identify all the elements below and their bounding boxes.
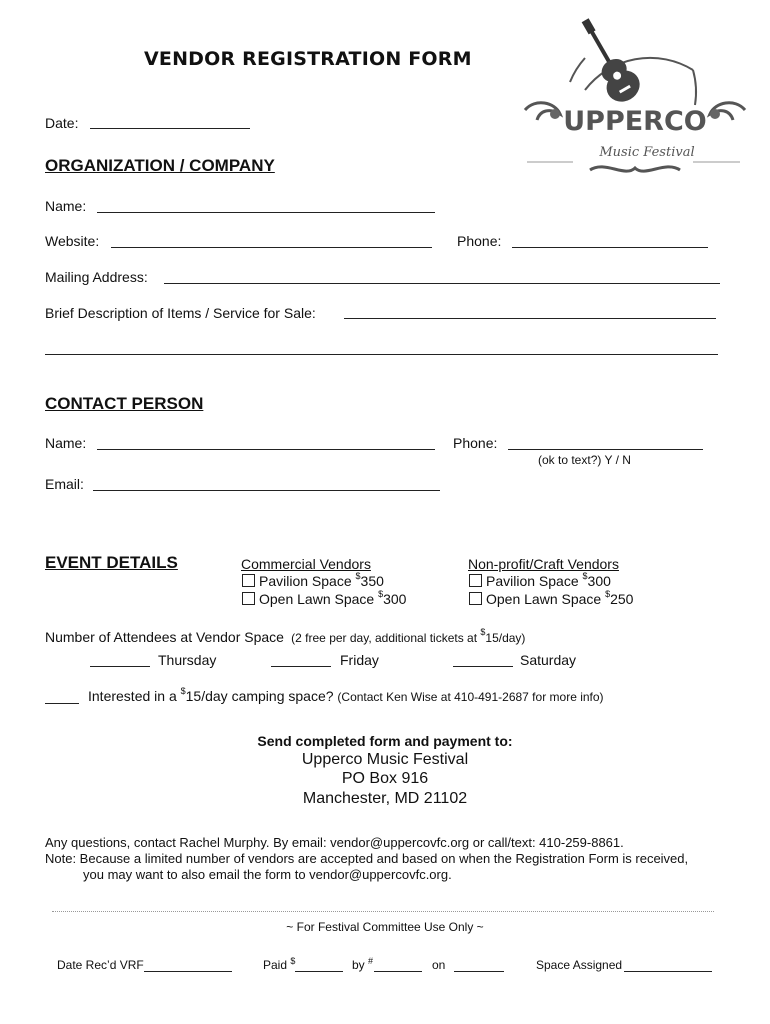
checkbox[interactable] [242,574,255,587]
festival-logo [515,10,755,185]
by-field[interactable] [374,971,422,972]
send-heading: Send completed form and payment to: [257,733,513,749]
email-label: Email: [45,476,84,492]
send-address-line-2: PO Box 916 [341,770,429,787]
space-assigned-field[interactable] [624,971,712,972]
org-name-label: Name: [45,198,87,214]
description-field[interactable] [344,318,716,319]
contact-phone-label: Phone: [453,435,498,451]
description-field-line-2[interactable] [45,354,718,355]
nonprofit-lawn-option[interactable]: Open Lawn Space $250 [469,591,633,607]
thursday-count-field[interactable] [90,666,150,667]
org-phone-field[interactable] [512,247,708,248]
paid-label: Paid $ [263,956,296,972]
camping-line: Interested in a $15/day camping space? (Contact Ken Wise at 410-491-2687 for more info) [88,686,604,704]
contact-phone-field[interactable] [508,449,703,450]
send-address-line-3: Manchester, MD 21102 [302,790,468,807]
day-thursday: Thursday [158,652,217,668]
organization-heading: ORGANIZATION / COMPANY [45,156,275,175]
day-friday: Friday [340,652,379,668]
logo-name: UPPERCO [563,106,707,137]
questions-note: Any questions, contact Rachel Murphy. By email: vendor@uppercovfc.org or call/text: 410-259-8861. [45,835,624,850]
note-line-1: Note: Because a limited number of vendors are accepted and based on when the Registration Form is received, [45,851,689,866]
checkbox[interactable] [469,574,482,587]
friday-count-field[interactable] [271,666,331,667]
by-label: by # [352,956,374,972]
commercial-heading: Commercial Vendors [241,556,371,572]
description-label: Brief Description of Items / Service for Sale: [45,305,316,321]
mailing-address-field[interactable] [164,283,720,284]
checkbox[interactable] [469,592,482,605]
nonprofit-pavilion-option[interactable]: Pavilion Space $300 [469,573,611,589]
attendees-label: Number of Attendees at Vendor Space [45,629,284,645]
website-label: Website: [45,233,100,249]
commercial-lawn-option[interactable]: Open Lawn Space $300 [242,591,406,607]
website-field[interactable] [111,247,432,248]
day-saturday: Saturday [520,652,577,668]
divider [52,911,714,912]
send-address-line-1: Upperco Music Festival [301,751,469,768]
date-field[interactable] [90,128,250,129]
saturday-count-field[interactable] [453,666,513,667]
date-received-label: Date Rec’d VRF [57,958,144,972]
contact-name-label: Name: [45,435,87,451]
date-received-field[interactable] [144,971,232,972]
guitar-logo-icon [515,10,755,185]
office-use-heading: ~ For Festival Committee Use Only ~ [286,920,484,934]
email-field[interactable] [93,490,440,491]
date-label: Date: [45,115,79,131]
camping-field[interactable] [45,703,79,704]
paid-field[interactable] [295,971,343,972]
org-phone-label: Phone: [457,233,502,249]
page-title: VENDOR REGISTRATION FORM [144,48,472,70]
attendees-line [45,629,525,645]
commercial-pavilion-option[interactable]: Pavilion Space $350 [242,573,384,589]
org-name-field[interactable] [97,212,435,213]
event-heading: EVENT DETAILS [45,553,178,572]
logo-subtitle: Music Festival [599,145,695,160]
on-field[interactable] [454,971,504,972]
contact-name-field[interactable] [97,449,435,450]
camping-note: (Contact Ken Wise at 410-491-2687 for more info) [337,690,604,704]
on-label: on [432,958,446,972]
attendees-note: (2 free per day, additional tickets at $15/day) [291,627,526,645]
ok-to-text[interactable]: (ok to text?) Y / N [538,453,631,467]
nonprofit-heading: Non-profit/Craft Vendors [468,556,619,572]
note-line-2: you may want to also email the form to vendor@uppercovfc.org. [83,867,452,882]
checkbox[interactable] [242,592,255,605]
mailing-address-label: Mailing Address: [45,269,148,285]
contact-heading: CONTACT PERSON [45,394,204,413]
space-assigned-label: Space Assigned [536,958,623,972]
